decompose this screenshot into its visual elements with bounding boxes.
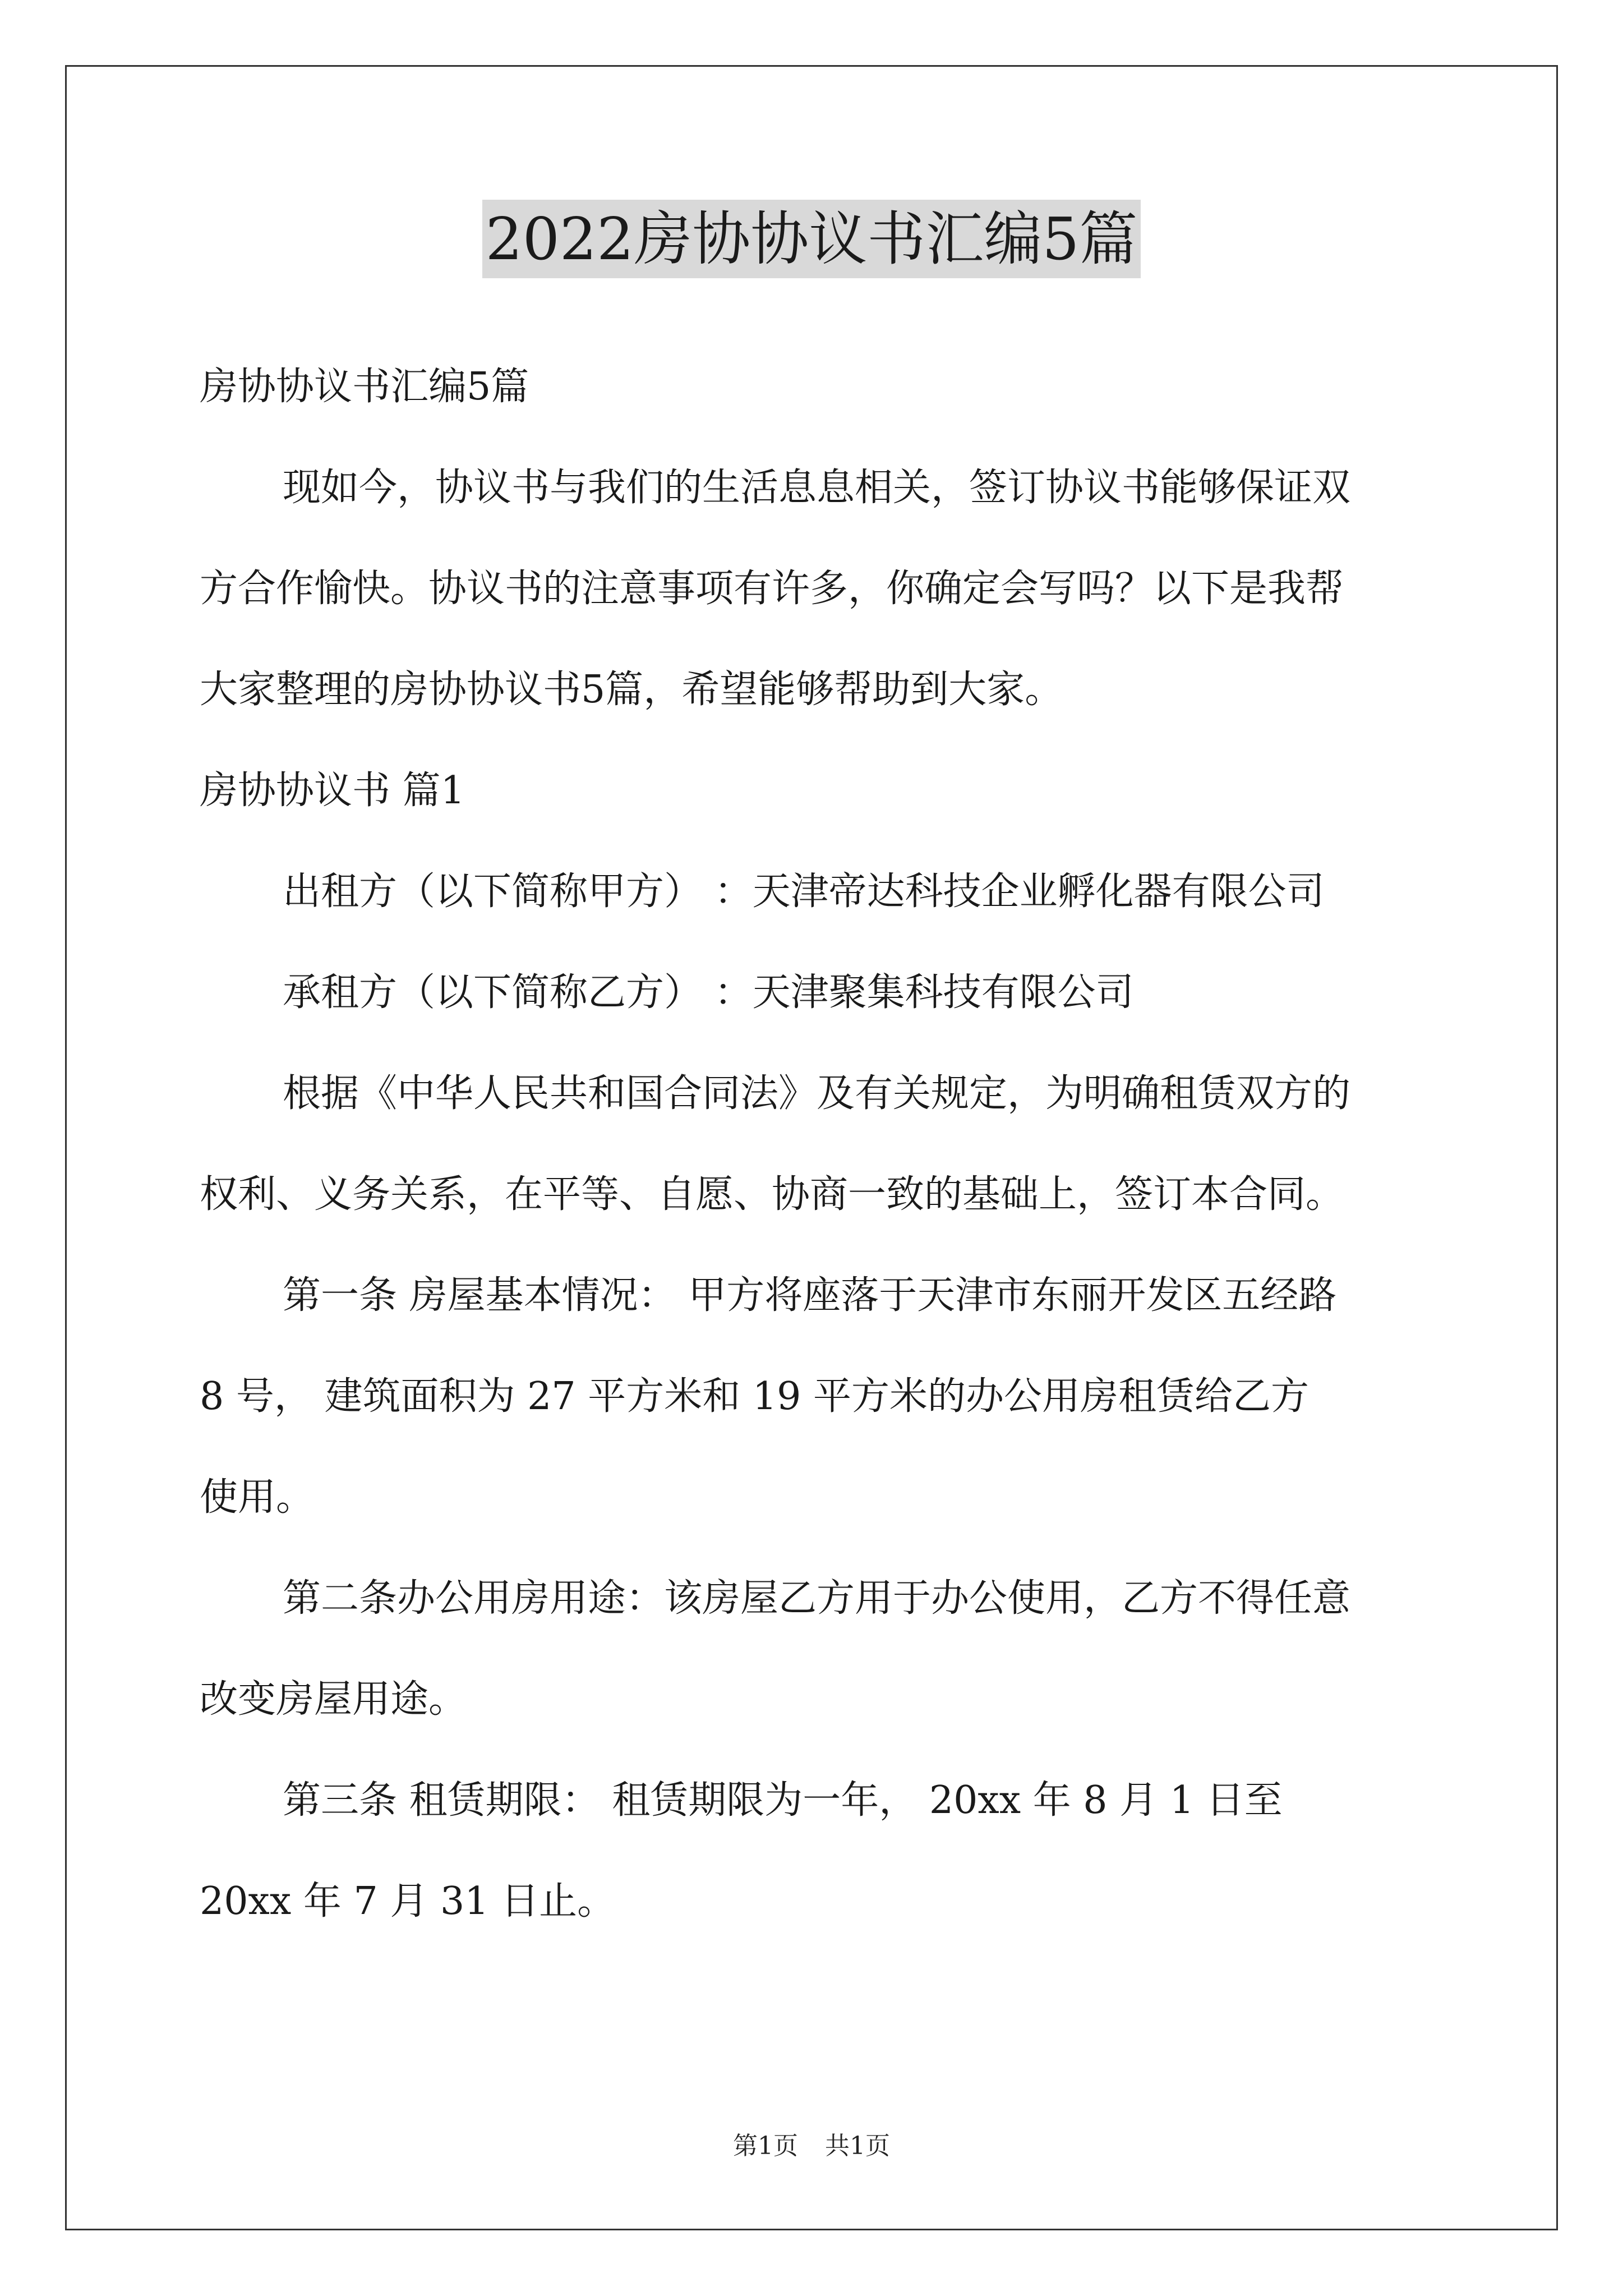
document-body: [200, 337, 1433, 1952]
body-line: 权利、义务关系，在平等、自愿、协商一致的基础上，签订本合同。: [200, 1172, 1344, 1217]
document-title: 2022房协协议书汇编5篇: [482, 200, 1141, 278]
body-line: 房协协议书汇编5篇: [200, 365, 529, 409]
body-line: 8 号， 建筑面积为 27 平方米和 19 平方米的办公用房租赁给乙方: [200, 1374, 1310, 1419]
body-line: 第一条 房屋基本情况： 甲方将座落于天津市东丽开发区五经路: [283, 1273, 1337, 1318]
body-line: 改变房屋用途。: [200, 1677, 467, 1722]
body-line: 方合作愉快。协议书的注意事项有许多，你确定会写吗？以下是我帮: [200, 567, 1344, 611]
section-heading: 房协协议书 篇1: [200, 769, 465, 813]
title-container: [0, 200, 1623, 278]
body-line: 现如今，协议书与我们的生活息息相关，签订协议书能够保证双: [283, 466, 1351, 510]
body-line: 第二条办公用房用途：该房屋乙方用于办公使用，乙方不得任意: [283, 1576, 1351, 1621]
page-number-current: 第1页: [733, 2132, 798, 2160]
page-footer: [0, 2129, 1623, 2163]
page-number-total: 共1页: [825, 2132, 890, 2160]
body-line: 第三条 租赁期限： 租赁期限为一年， 20xx 年 8 月 1 日至: [283, 1778, 1283, 1823]
body-line: 出租方（以下简称甲方） ：天津帝达科技企业孵化器有限公司: [283, 869, 1325, 914]
body-line: 20xx 年 7 月 31 日止。: [200, 1879, 616, 1924]
body-line: 使用。: [200, 1475, 315, 1520]
body-line: 根据《中华人民共和国合同法》及有关规定，为明确租赁双方的: [283, 1071, 1351, 1116]
body-line: 大家整理的房协协议书5篇，希望能够帮助到大家。: [200, 668, 1063, 712]
body-line: 承租方（以下简称乙方） ：天津聚集科技有限公司: [283, 970, 1134, 1015]
